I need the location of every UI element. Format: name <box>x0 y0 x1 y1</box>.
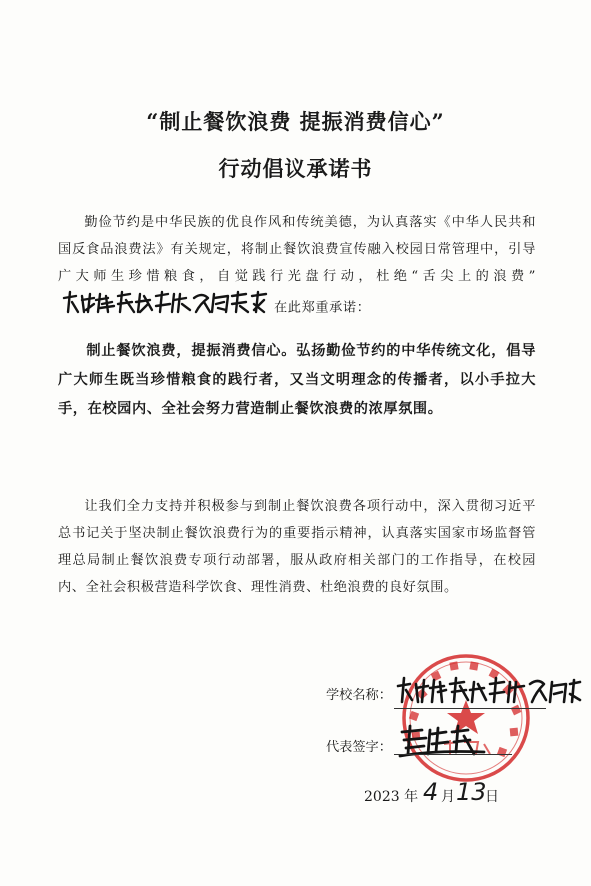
handwritten-school-name <box>60 290 272 326</box>
signature-underline <box>394 754 512 755</box>
date-day-unit: 日 <box>485 789 499 805</box>
handwritten-school-name-signature <box>394 674 582 708</box>
handwriting-icon <box>60 290 272 316</box>
official-seal-icon <box>398 650 534 786</box>
school-name-underline <box>394 708 546 709</box>
document-title: “制止餐饮浪费 提振消费信心” <box>146 109 445 134</box>
date-day-handwritten: 13 <box>456 778 487 806</box>
date-month-handwritten: 4 <box>423 778 439 806</box>
date-year: 2023 <box>364 789 400 805</box>
school-name-row <box>326 684 392 703</box>
intro-text: 勤俭节约是中华民族的优良作风和传统美德，为认真落实《中华人民共和国反食品浪费法》有关规定，将制止餐饮浪费宣传融入校园日常管理中，引导广大师生珍惜粮食，自觉践行光盘行动，杜绝“舌尖上的浪费” <box>58 215 536 284</box>
action-paragraph: 让我们全力支持并积极参与到制止餐饮浪费各项行动中，深入贯彻习近平总书记关于坚决制止餐饮浪费行为的重要指示精神，认真落实国家市场监督管理总局制止餐饮浪费专项行动部署，服从政府相关部门的工作指导，在校园内、全社会积极营造科学饮食、理性消费、杜绝浪费的良好氛围。 <box>58 499 536 595</box>
date-row <box>364 786 418 806</box>
representative-row <box>326 736 392 755</box>
representative-label: 代表签字： <box>326 740 392 755</box>
date-year-unit: 年 <box>404 789 419 805</box>
school-name-label: 学校名称： <box>326 688 392 703</box>
commitment-paragraph: 制止餐饮浪费，提振消费信心。弘扬勤俭节约的中华传统文化，倡导广大师生既当珍惜粮食的践行者，又当文明理念的传播者，以小手拉大手，在校园内、全社会努力营造制止餐饮浪费的浓厚氛围。 <box>58 343 536 417</box>
intro-text-end: 在此郑重承诺： <box>274 300 371 316</box>
intro-paragraph <box>58 209 536 326</box>
date-month-unit: 月 <box>441 789 455 805</box>
document-subtitle: 行动倡议承诺书 <box>218 156 373 181</box>
